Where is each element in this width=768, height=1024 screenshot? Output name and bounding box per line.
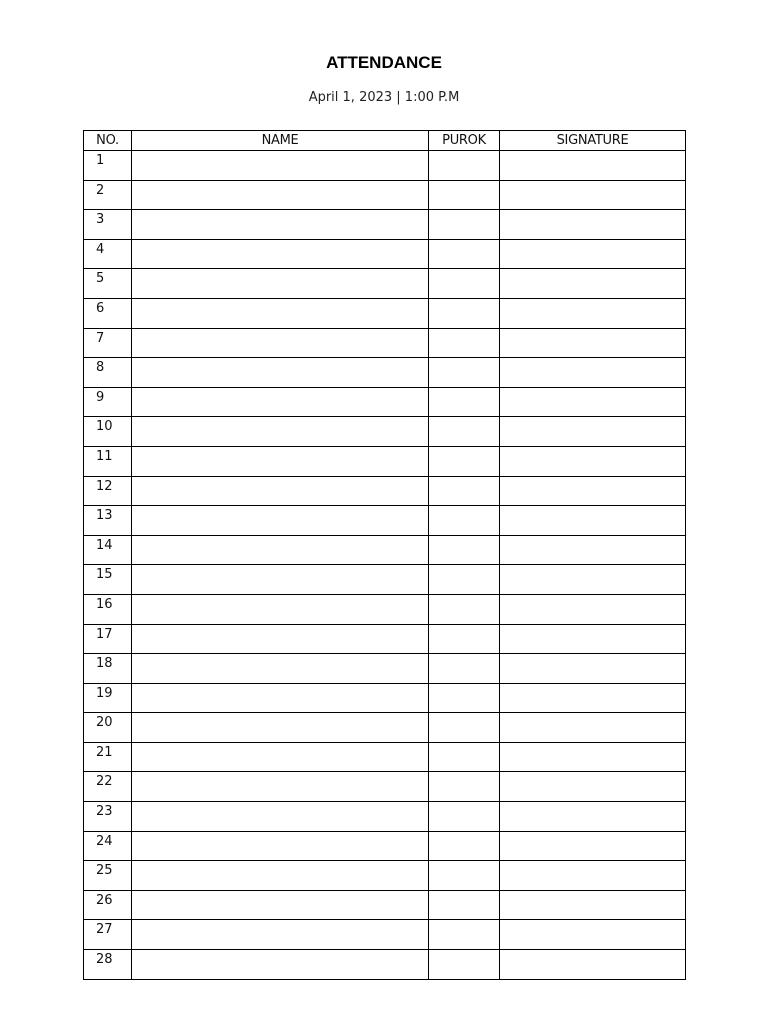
row-number-cell: 27 xyxy=(84,920,132,950)
row-number-cell: 10 xyxy=(84,417,132,447)
name-cell[interactable] xyxy=(132,683,429,713)
table-row xyxy=(84,151,686,181)
signature-cell[interactable] xyxy=(500,772,686,802)
purok-cell[interactable] xyxy=(429,802,500,832)
row-number-cell: 18 xyxy=(84,654,132,684)
name-cell[interactable] xyxy=(132,950,429,980)
purok-cell[interactable] xyxy=(429,831,500,861)
signature-cell[interactable] xyxy=(500,358,686,388)
row-number-cell: 20 xyxy=(84,713,132,743)
row-number-cell: 2 xyxy=(84,180,132,210)
signature-cell[interactable] xyxy=(500,742,686,772)
purok-cell[interactable] xyxy=(429,772,500,802)
purok-cell[interactable] xyxy=(429,239,500,269)
table-row xyxy=(84,654,686,684)
signature-cell[interactable] xyxy=(500,565,686,595)
table-row xyxy=(84,683,686,713)
row-number-cell: 1 xyxy=(84,151,132,181)
row-number-cell: 23 xyxy=(84,802,132,832)
row-number-cell: 8 xyxy=(84,358,132,388)
signature-cell[interactable] xyxy=(500,210,686,240)
signature-cell[interactable] xyxy=(500,861,686,891)
row-number-cell: 5 xyxy=(84,269,132,299)
row-number-cell: 11 xyxy=(84,446,132,476)
name-cell[interactable] xyxy=(132,269,429,299)
table-row xyxy=(84,920,686,950)
name-cell[interactable] xyxy=(132,831,429,861)
name-cell[interactable] xyxy=(132,387,429,417)
header-signature: SIGNATURE xyxy=(500,131,686,151)
row-number-cell: 28 xyxy=(84,950,132,980)
signature-cell[interactable] xyxy=(500,298,686,328)
name-cell[interactable] xyxy=(132,239,429,269)
purok-cell[interactable] xyxy=(429,535,500,565)
page-title: ATTENDANCE xyxy=(326,53,442,72)
purok-cell[interactable] xyxy=(429,861,500,891)
signature-cell[interactable] xyxy=(500,328,686,358)
name-cell[interactable] xyxy=(132,417,429,447)
signature-cell[interactable] xyxy=(500,624,686,654)
table-row xyxy=(84,358,686,388)
table-row xyxy=(84,210,686,240)
table-row xyxy=(84,239,686,269)
row-number-cell: 16 xyxy=(84,594,132,624)
name-cell[interactable] xyxy=(132,328,429,358)
purok-cell[interactable] xyxy=(429,417,500,447)
signature-cell[interactable] xyxy=(500,387,686,417)
purok-cell[interactable] xyxy=(429,713,500,743)
purok-cell[interactable] xyxy=(429,920,500,950)
table-row xyxy=(84,506,686,536)
table-body xyxy=(84,151,686,980)
row-number-cell: 7 xyxy=(84,328,132,358)
purok-cell[interactable] xyxy=(429,654,500,684)
table-row xyxy=(84,328,686,358)
row-number-cell: 24 xyxy=(84,831,132,861)
header-name: NAME xyxy=(132,131,429,151)
table-row xyxy=(84,535,686,565)
purok-cell[interactable] xyxy=(429,742,500,772)
table-row xyxy=(84,802,686,832)
page-subtitle-date-time: April 1, 2023 | 1:00 P.M xyxy=(308,90,460,105)
signature-cell[interactable] xyxy=(500,535,686,565)
purok-cell[interactable] xyxy=(429,683,500,713)
signature-cell[interactable] xyxy=(500,151,686,181)
row-number-cell: 13 xyxy=(84,506,132,536)
signature-cell[interactable] xyxy=(500,683,686,713)
purok-cell[interactable] xyxy=(429,594,500,624)
name-cell[interactable] xyxy=(132,358,429,388)
table-row xyxy=(84,861,686,891)
purok-cell[interactable] xyxy=(429,387,500,417)
row-number-cell: 17 xyxy=(84,624,132,654)
signature-cell[interactable] xyxy=(500,831,686,861)
name-cell[interactable] xyxy=(132,535,429,565)
name-cell[interactable] xyxy=(132,180,429,210)
attendance-table xyxy=(83,130,686,980)
signature-cell[interactable] xyxy=(500,417,686,447)
name-cell[interactable] xyxy=(132,565,429,595)
name-cell[interactable] xyxy=(132,624,429,654)
header-purok: PUROK xyxy=(429,131,500,151)
signature-cell[interactable] xyxy=(500,920,686,950)
purok-cell[interactable] xyxy=(429,950,500,980)
signature-cell[interactable] xyxy=(500,654,686,684)
purok-cell[interactable] xyxy=(429,624,500,654)
signature-cell[interactable] xyxy=(500,890,686,920)
name-cell[interactable] xyxy=(132,506,429,536)
table-row xyxy=(84,269,686,299)
name-cell[interactable] xyxy=(132,920,429,950)
row-number-cell: 3 xyxy=(84,210,132,240)
row-number-cell: 12 xyxy=(84,476,132,506)
header-no: NO. xyxy=(84,131,132,151)
signature-cell[interactable] xyxy=(500,713,686,743)
table-row xyxy=(84,742,686,772)
row-number-cell: 9 xyxy=(84,387,132,417)
table-row xyxy=(84,476,686,506)
name-cell[interactable] xyxy=(132,298,429,328)
table-row xyxy=(84,298,686,328)
row-number-cell: 4 xyxy=(84,239,132,269)
purok-cell[interactable] xyxy=(429,210,500,240)
name-cell[interactable] xyxy=(132,890,429,920)
table-row xyxy=(84,772,686,802)
name-cell[interactable] xyxy=(132,210,429,240)
table-row xyxy=(84,950,686,980)
signature-cell[interactable] xyxy=(500,239,686,269)
table-row xyxy=(84,831,686,861)
table-row xyxy=(84,713,686,743)
purok-cell[interactable] xyxy=(429,565,500,595)
purok-cell[interactable] xyxy=(429,476,500,506)
table-row xyxy=(84,417,686,447)
purok-cell[interactable] xyxy=(429,358,500,388)
table-row xyxy=(84,624,686,654)
name-cell[interactable] xyxy=(132,594,429,624)
table-row xyxy=(84,890,686,920)
name-cell[interactable] xyxy=(132,802,429,832)
purok-cell[interactable] xyxy=(429,506,500,536)
name-cell[interactable] xyxy=(132,742,429,772)
purok-cell[interactable] xyxy=(429,269,500,299)
table-header-row xyxy=(84,131,686,151)
row-number-cell: 6 xyxy=(84,298,132,328)
name-cell[interactable] xyxy=(132,861,429,891)
signature-cell[interactable] xyxy=(500,802,686,832)
signature-cell[interactable] xyxy=(500,269,686,299)
signature-cell[interactable] xyxy=(500,180,686,210)
name-cell[interactable] xyxy=(132,772,429,802)
row-number-cell: 19 xyxy=(84,683,132,713)
row-number-cell: 14 xyxy=(84,535,132,565)
row-number-cell: 22 xyxy=(84,772,132,802)
table-row xyxy=(84,387,686,417)
row-number-cell: 21 xyxy=(84,742,132,772)
name-cell[interactable] xyxy=(132,476,429,506)
signature-cell[interactable] xyxy=(500,950,686,980)
table-row xyxy=(84,180,686,210)
signature-cell[interactable] xyxy=(500,476,686,506)
table-row xyxy=(84,594,686,624)
table-row xyxy=(84,446,686,476)
row-number-cell: 26 xyxy=(84,890,132,920)
name-cell[interactable] xyxy=(132,151,429,181)
purok-cell[interactable] xyxy=(429,180,500,210)
purok-cell[interactable] xyxy=(429,328,500,358)
row-number-cell: 25 xyxy=(84,861,132,891)
row-number-cell: 15 xyxy=(84,565,132,595)
signature-cell[interactable] xyxy=(500,594,686,624)
name-cell[interactable] xyxy=(132,446,429,476)
table-row xyxy=(84,565,686,595)
name-cell[interactable] xyxy=(132,654,429,684)
signature-cell[interactable] xyxy=(500,446,686,476)
name-cell[interactable] xyxy=(132,713,429,743)
purok-cell[interactable] xyxy=(429,446,500,476)
purok-cell[interactable] xyxy=(429,151,500,181)
signature-cell[interactable] xyxy=(500,506,686,536)
purok-cell[interactable] xyxy=(429,298,500,328)
purok-cell[interactable] xyxy=(429,890,500,920)
